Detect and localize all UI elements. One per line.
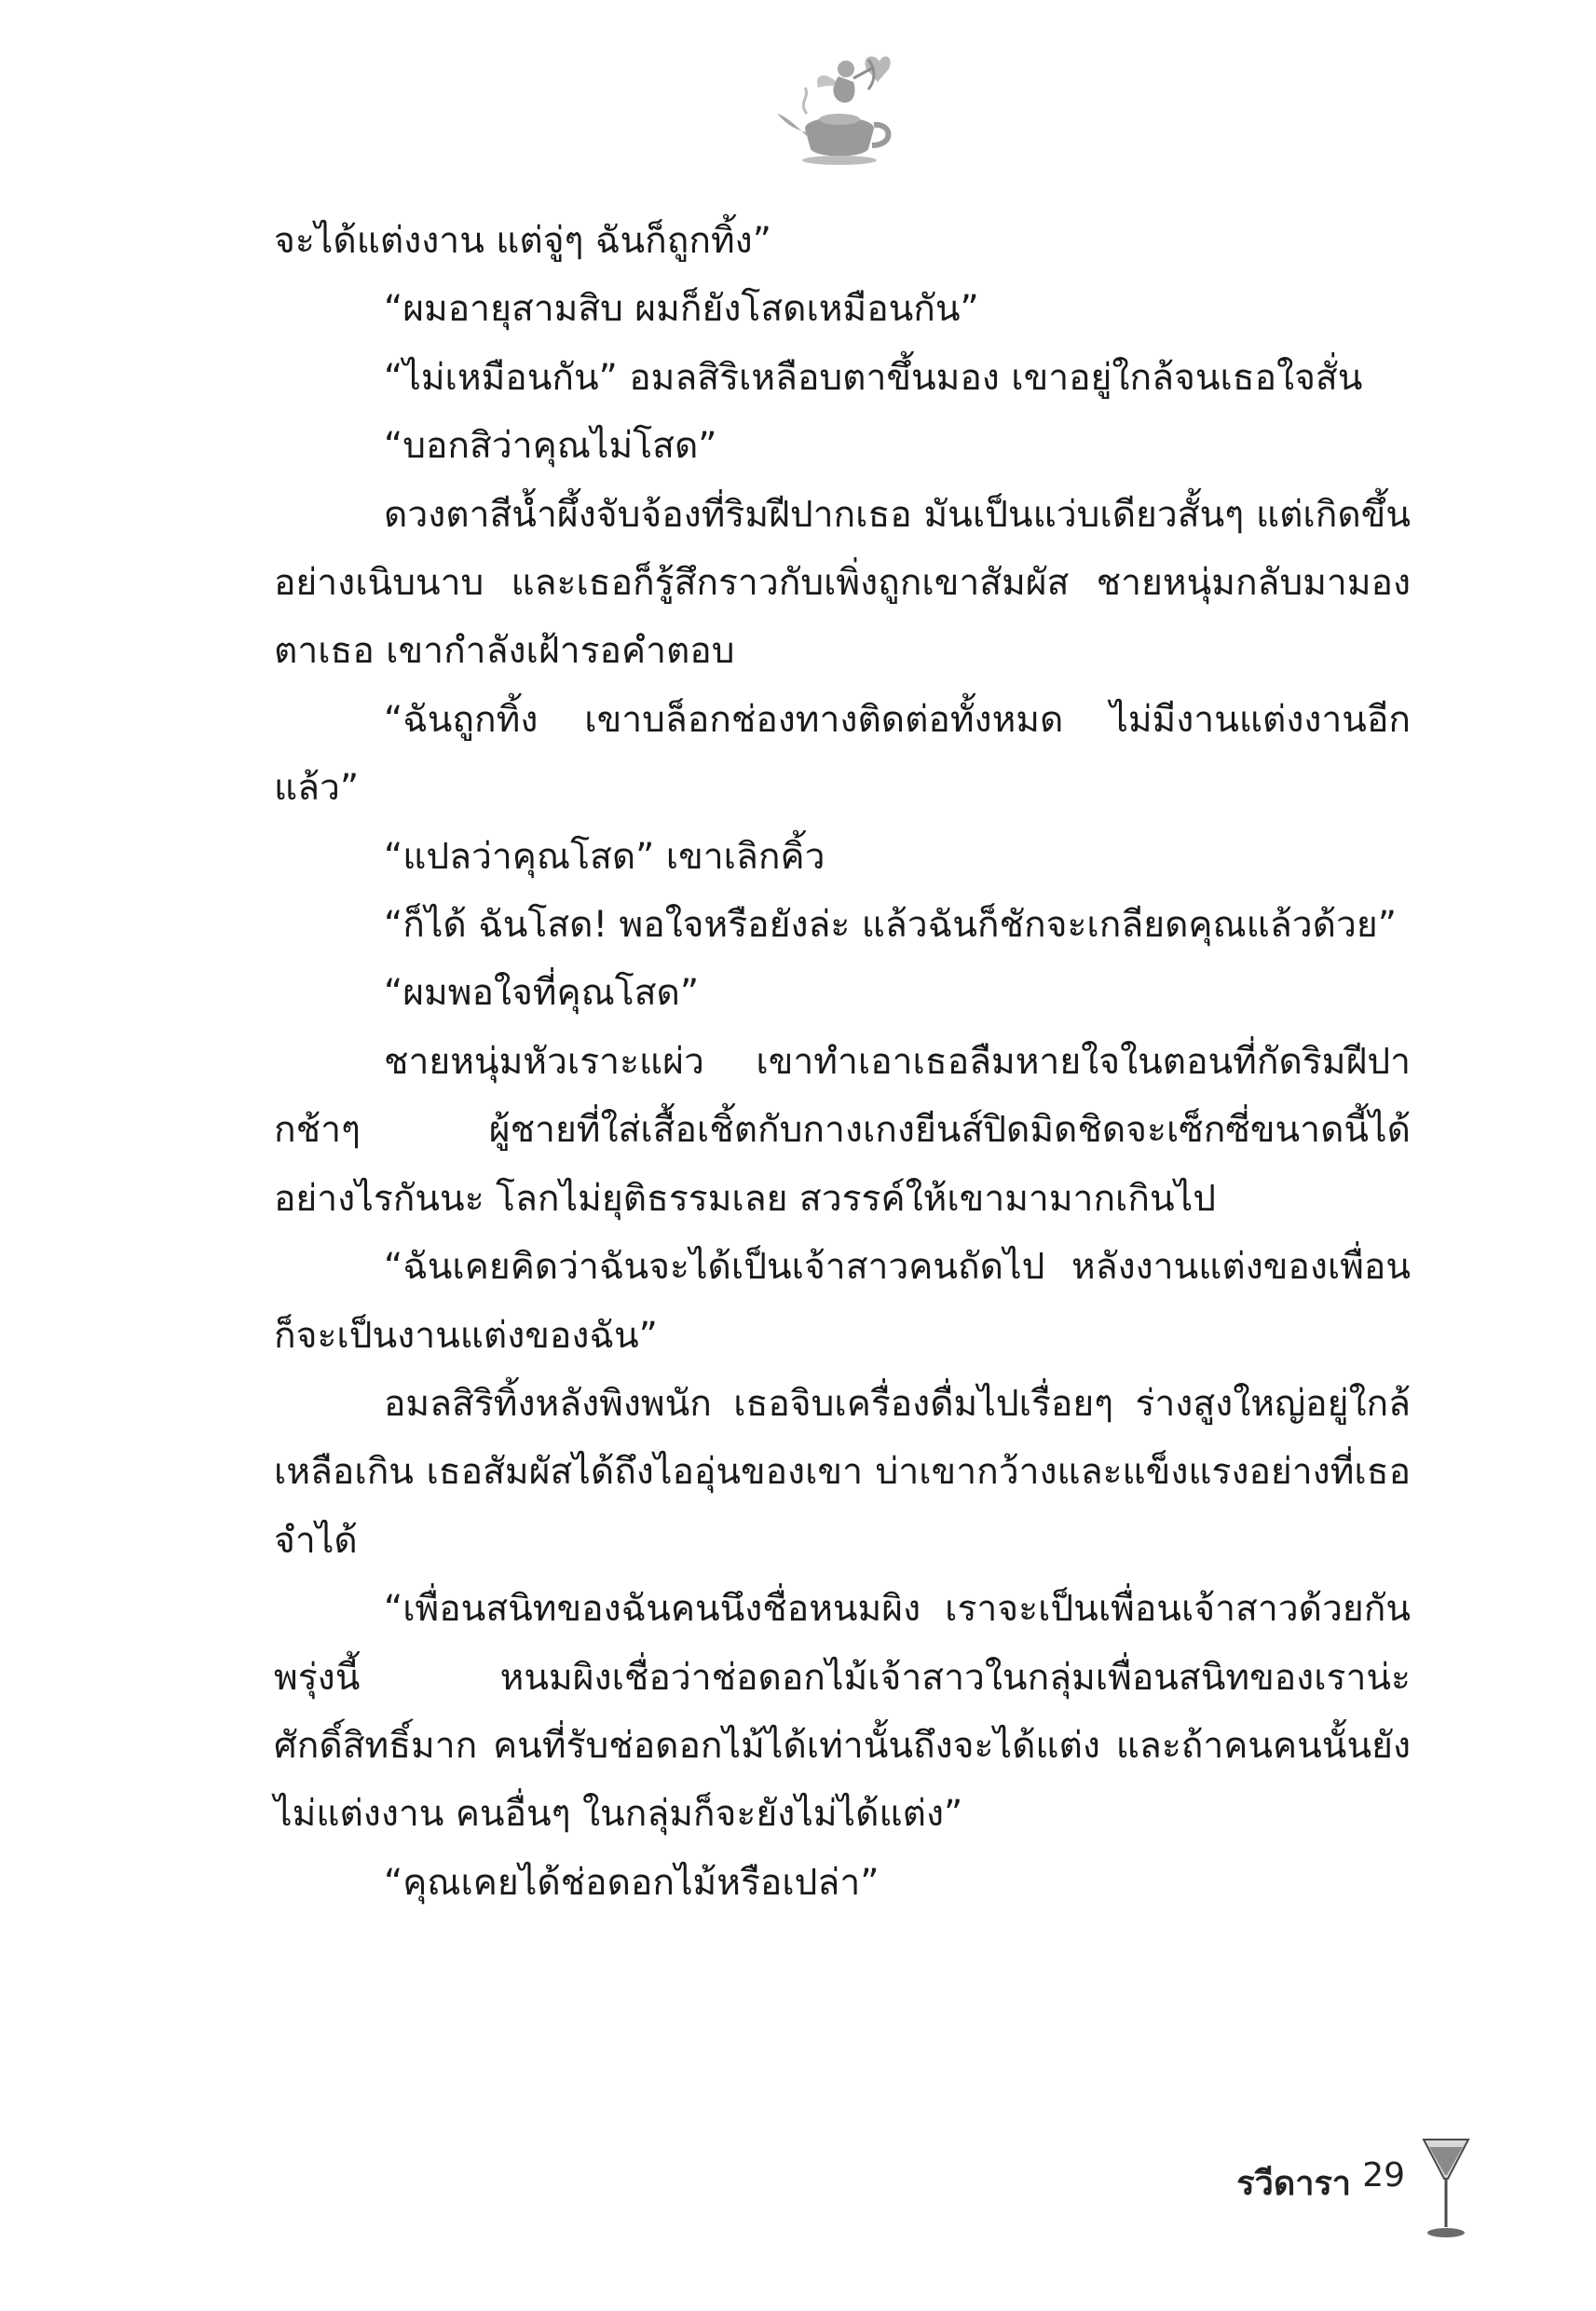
paragraph: “บอกสิว่าคุณไม่โสด” (384, 425, 717, 468)
page-number: 29 (1362, 2156, 1405, 2195)
paragraph: “ฉันถูกทิ้ง เขาบล็อกช่องทางติดต่อทั้งหมด ไม่มีงานแต่งงานอีกแล้ว” (274, 698, 1411, 810)
paragraph: “แปลว่าคุณโสด” เขาเลิกคิ้ว (384, 835, 825, 878)
cupid-teapot-icon (770, 48, 909, 170)
page-footer (1099, 2134, 1491, 2246)
book-title: รวีดารา (1236, 2165, 1351, 2203)
paragraph: ดวงตาสีน้ำผึ้งจับจ้องที่ริมฝีปากเธอ มันเป็นแว่บเดียวสั้นๆ แต่เกิดขึ้นอย่างเนิบนาบ และเธอก็รู้สึกราวกับเพิ่งถูกเขาสัมผัส ชายหนุ่มกลับมามองตาเธอ เขากำลังเฝ้ารอคำตอบ (274, 493, 1411, 673)
paragraph: จะได้แต่งงาน แต่จู่ๆ ฉันก็ถูกทิ้ง” (274, 220, 771, 262)
paragraph: “เพื่อนสนิทของฉันคนนึงชื่อหนมผิง เราจะเป็นเพื่อนเจ้าสาวด้วยกันพรุ่งนี้ หนมผิงเชื่อว่าช่อดอกไม้เจ้าสาวในกลุ่มเพื่อนสนิทของเราน่ะศักดิ์สิทธิ์มาก คนที่รับช่อดอกไม้ได้เท่านั้นถึงจะได้แต่ง และถ้าคนคนนั้นยังไม่แต่งงาน คนอื่นๆ ในกลุ่มก็จะยังไม่ได้แต่ง” (274, 1588, 1411, 1836)
body-text (274, 207, 1411, 1917)
martini-glass-icon (1420, 2134, 1472, 2244)
paragraph: อมลสิริทิ้งหลังพิงพนัก เธอจิบเครื่องดื่มไปเรื่อยๆ ร่างสูงใหญ่อยู่ใกล้เหลือเกิน เธอสัมผัสได้ถึงไออุ่นของเขา บ่าเขากว้างและแข็งแรงอย่างที่เธอจำได้ (274, 1382, 1411, 1562)
paragraph: “คุณเคยได้ช่อดอกไม้หรือเปล่า” (384, 1861, 880, 1904)
paragraph: “ผมอายุสามสิบ ผมก็ยังโสดเหมือนกัน” (384, 288, 979, 331)
paragraph: ชายหนุ่มหัวเราะแผ่ว เขาทำเอาเธอลืมหายใจในตอนที่กัดริมฝีปากช้าๆ ผู้ชายที่ใส่เสื้อเชิ้ตกับกางเกงยีนส์ปิดมิดชิดจะเซ็กซี่ขนาดนี้ได้อย่างไรกันนะ โลกไม่ยุติธรรมเลย สวรรค์ให้เขามามากเกินไป (274, 1040, 1411, 1220)
paragraph: “ไม่เหมือนกัน” อมลสิริเหลือบตาขึ้นมอง เขาอยู่ใกล้จนเธอใจสั่น (384, 356, 1363, 399)
paragraph: “ผมพอใจที่คุณโสด” (384, 972, 700, 1015)
paragraph: “ฉันเคยคิดว่าฉันจะได้เป็นเจ้าสาวคนถัดไป หลังงานแต่งของเพื่อนก็จะเป็นงานแต่งของฉัน” (274, 1246, 1411, 1357)
paragraph: “ก็ได้ ฉันโสด! พอใจหรือยังล่ะ แล้วฉันก็ชักจะเกลียดคุณแล้วด้วย” (384, 904, 1397, 947)
